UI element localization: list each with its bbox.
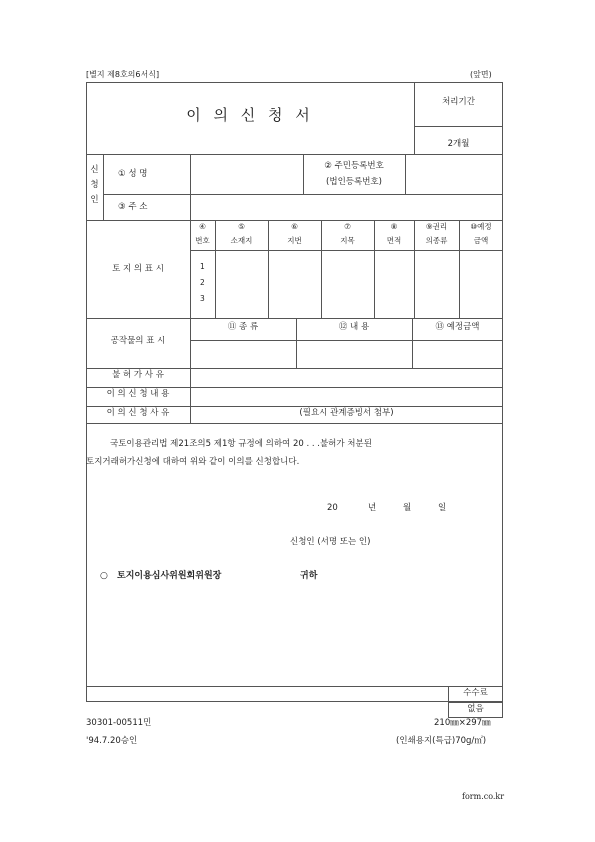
- date-prefix: 20: [327, 503, 338, 513]
- recipient-name: 토지이용심사위원회위원장: [117, 571, 222, 581]
- watermark-text: form.co.kr: [462, 792, 505, 801]
- applicant-label-1: 신: [90, 165, 99, 175]
- land-row-number-2: 2: [200, 278, 205, 287]
- structure-amount-field[interactable]: [413, 341, 502, 367]
- id-sub-label: (법인등록번호): [326, 177, 382, 187]
- land-row-number-3: 3: [200, 294, 205, 303]
- name-label: ① 성 명: [118, 169, 148, 179]
- signature-line: 신청인 (서명 또는 인): [290, 537, 371, 547]
- land-col-label-5: 면적: [386, 236, 402, 245]
- structure-col-content: ⑫ 내 용: [338, 322, 370, 332]
- land-col-label-3: 지번: [287, 236, 302, 245]
- location-field[interactable]: [216, 251, 267, 317]
- land-col-label-1: 번호: [195, 236, 210, 245]
- structure-col-type: ⑪ 종 류: [227, 322, 259, 332]
- land-section-label: 토 지 의 표 시: [112, 264, 164, 274]
- footer-paper: (인쇄용지(특급)70g/㎡): [396, 736, 487, 746]
- name-field[interactable]: [191, 155, 302, 193]
- structure-col-amount: ⑬ 예정금액: [435, 322, 480, 332]
- address-label: ③ 주 소: [118, 202, 148, 212]
- processing-value: 2개월: [447, 139, 470, 149]
- form-code: [별지 제8호의6서식]: [86, 70, 160, 79]
- land-category-field[interactable]: [322, 251, 373, 317]
- land-col-num-3: ⑥: [291, 222, 298, 231]
- disallow-reason-label: 불 허 가 사 유: [112, 370, 164, 380]
- land-col-num-1: ④: [199, 222, 206, 231]
- area-field[interactable]: [375, 251, 413, 317]
- disallow-reason-field[interactable]: [191, 369, 502, 386]
- statement-line-1: 국토이용관리법 제21조의5 제1항 규정에 의하여 20 . . .불허가 처분된: [110, 439, 372, 449]
- fee-value: 없음: [467, 704, 484, 714]
- address-field[interactable]: [191, 195, 502, 219]
- lot-number-field[interactable]: [269, 251, 320, 317]
- structure-content-field[interactable]: [297, 341, 411, 367]
- objection-reason-label: 이 의 신 청 사 유: [106, 408, 170, 418]
- statement-line-2: 토지거래허가신청에 대하여 위와 같이 이의를 신청합니다.: [86, 457, 300, 467]
- land-col-label-7: 금액: [473, 236, 489, 245]
- fee-label: 수수료: [463, 688, 488, 698]
- footer-approval: '94.7.20승인: [86, 736, 138, 746]
- footer-code: 30301-00511민: [86, 718, 152, 728]
- id-number-field[interactable]: [406, 155, 502, 193]
- land-col-num-7: ⑩예정: [470, 222, 492, 231]
- recipient-bullet: ○: [100, 571, 108, 581]
- land-row-number-1: 1: [200, 262, 205, 271]
- recipient-suffix: 귀하: [300, 571, 318, 581]
- land-col-label-6: 의종류: [425, 236, 448, 245]
- structure-type-field[interactable]: [191, 341, 295, 367]
- objection-content-label: 이 의 신 청 내 용: [106, 389, 170, 399]
- land-col-num-5: ⑧: [390, 222, 398, 231]
- date-month: 월: [403, 503, 412, 513]
- date-year: 년: [368, 503, 377, 513]
- page-title: 이 의 신 청 서: [186, 106, 314, 124]
- applicant-label-3: 인: [90, 195, 99, 205]
- land-col-label-2: 소재지: [230, 236, 253, 245]
- date-day: 일: [438, 503, 447, 513]
- land-col-num-2: ⑤: [238, 222, 245, 231]
- footer-size: 210㎜×297㎜: [434, 718, 491, 728]
- land-col-num-4: ⑦: [344, 222, 351, 231]
- land-col-label-4: 지목: [340, 236, 355, 245]
- id-label: ② 주민등록번호: [324, 161, 384, 171]
- objection-reason-note: (필요시 관계증빙서 첨부): [299, 408, 394, 418]
- applicant-label-2: 청: [90, 180, 99, 190]
- structure-section-label: 공작물의 표 시: [110, 336, 166, 346]
- objection-content-field[interactable]: [191, 388, 502, 405]
- page-side: (앞면): [470, 70, 492, 79]
- planned-amount-field[interactable]: [460, 251, 502, 317]
- land-col-num-6: ⑨권리: [425, 222, 448, 231]
- right-type-field[interactable]: [415, 251, 458, 317]
- processing-label: 처리기간: [442, 97, 475, 107]
